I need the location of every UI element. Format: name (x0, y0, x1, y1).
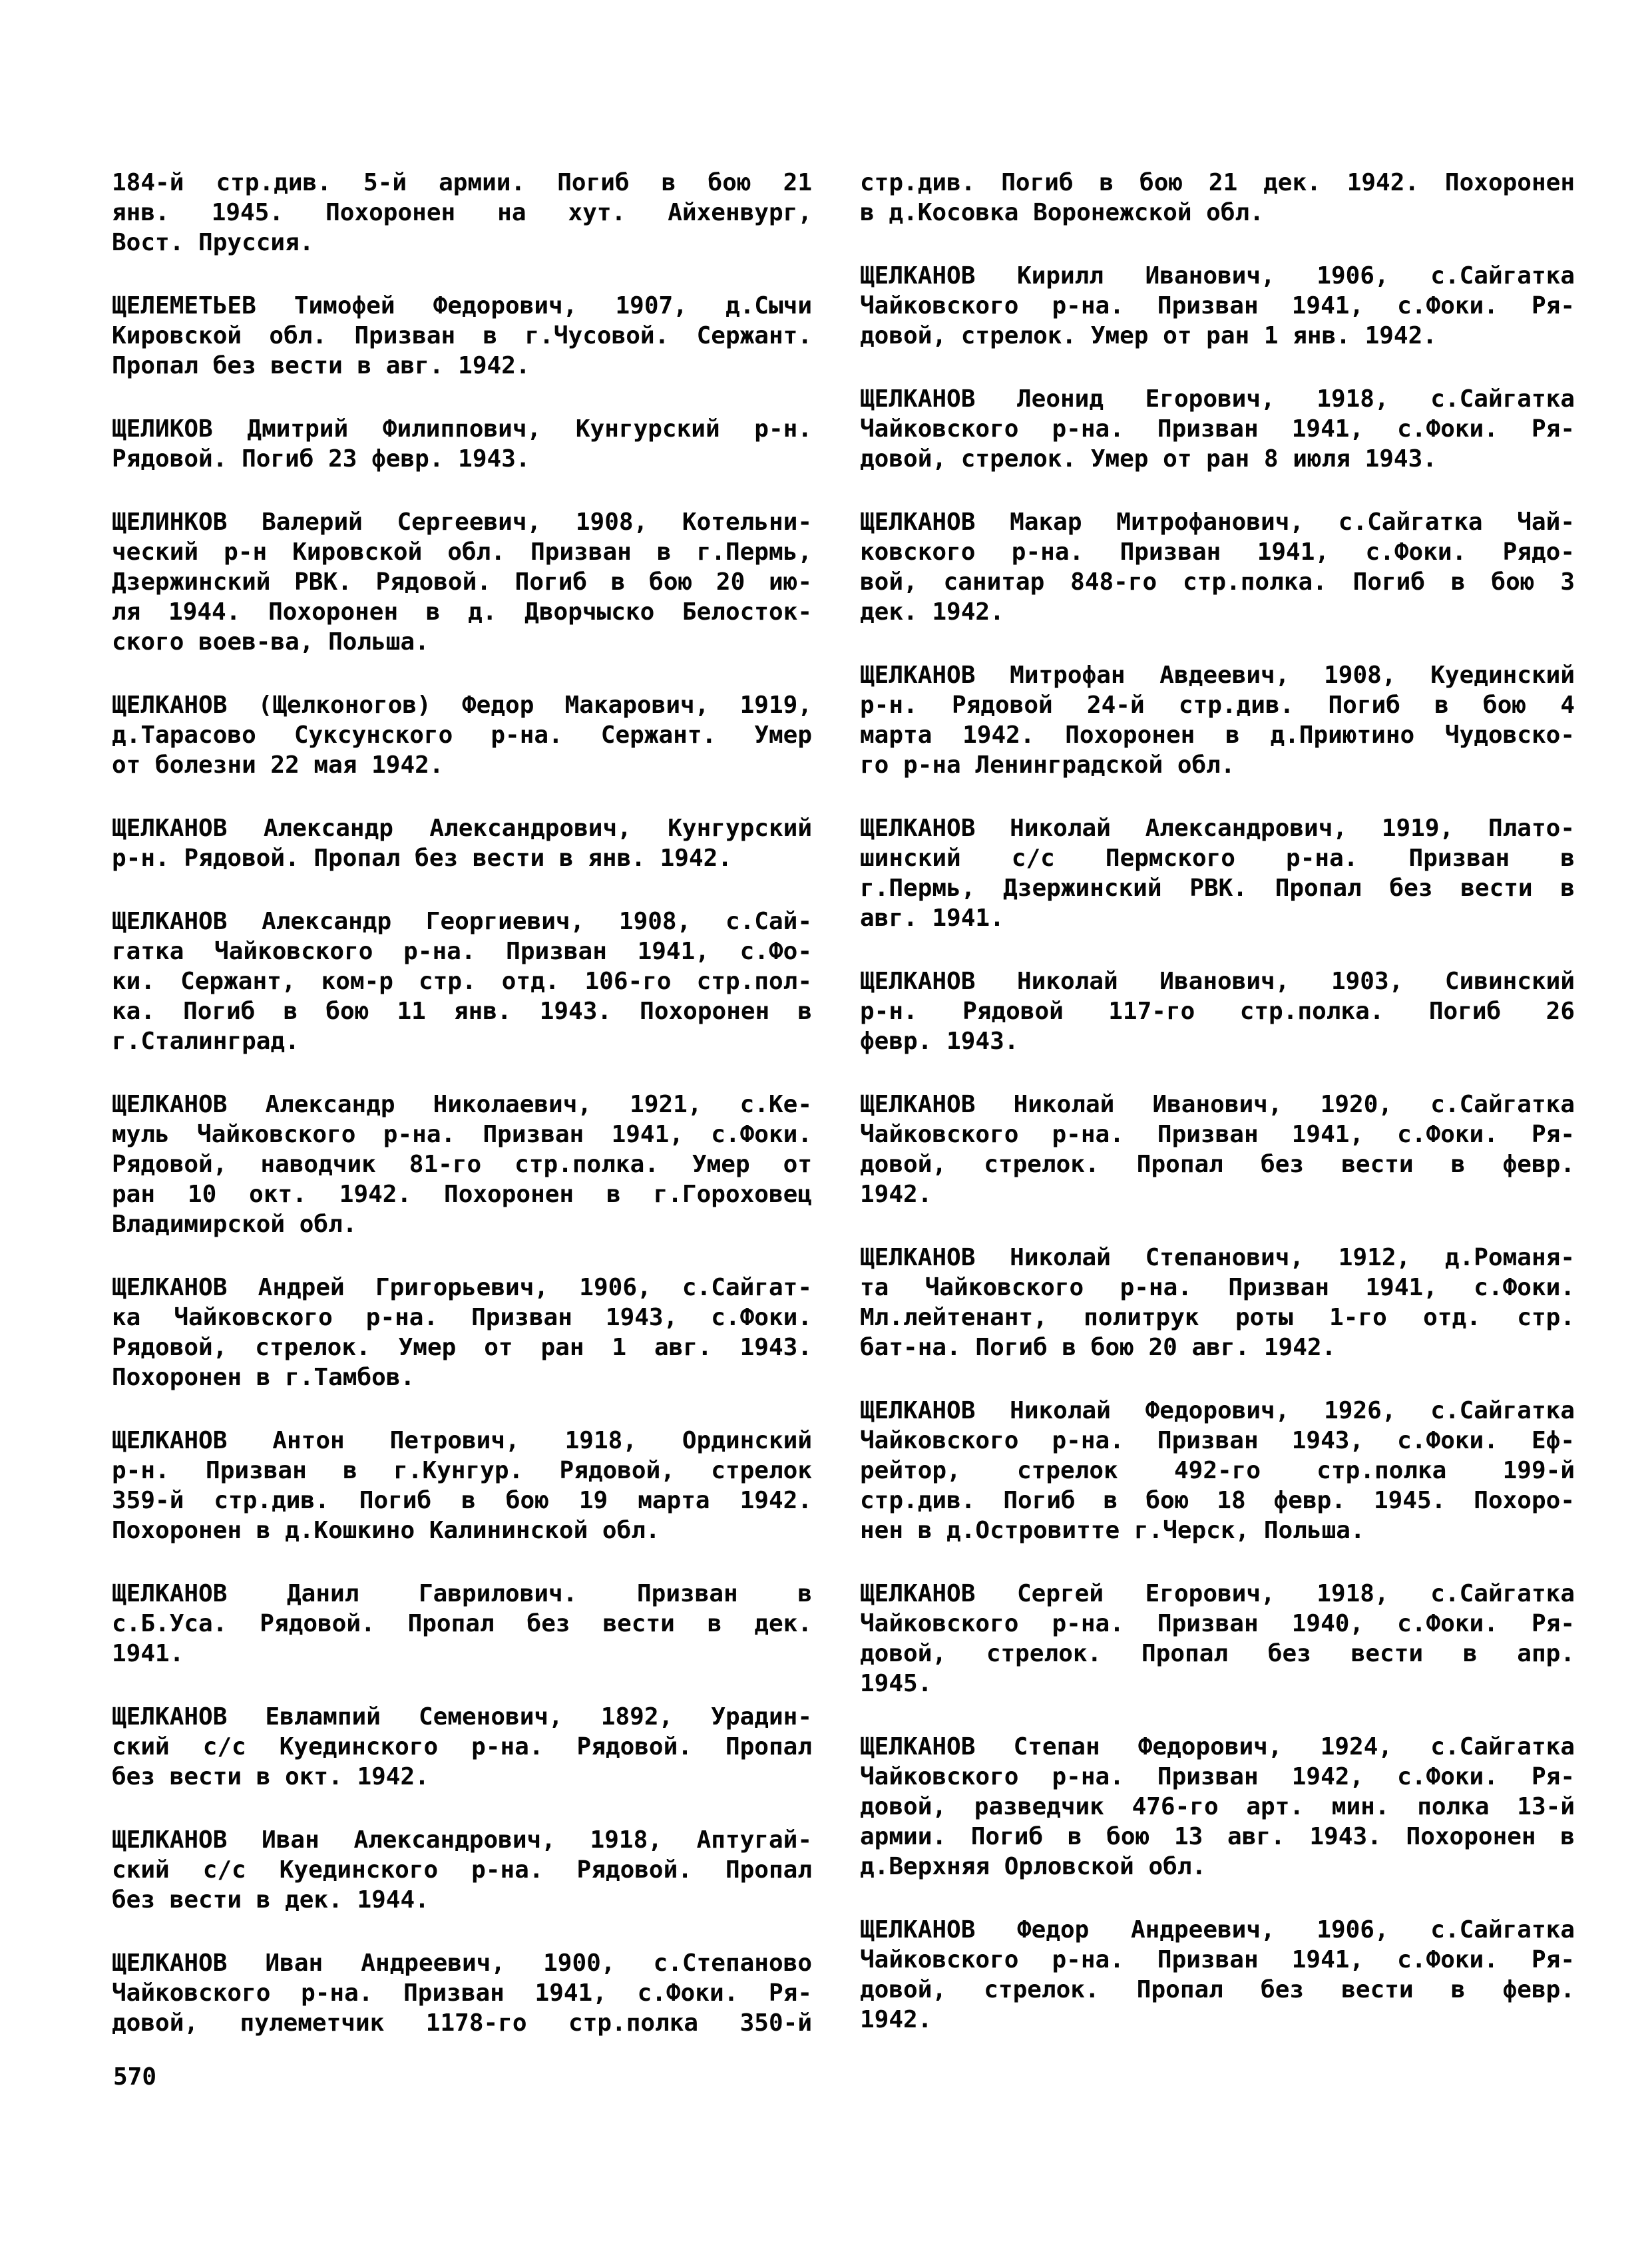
entry-line: довой, стрелок. Пропал без вести в февр. (860, 1976, 1575, 2003)
entry-line: Чайковского р-на. Призван 1943, с.Фоки. Еф- (860, 1427, 1575, 1454)
entry-line: ЩЕЛКАНОВ Николай Степанович, 1912, д.Романя- (860, 1244, 1575, 1271)
memorial-entry (112, 1702, 812, 1792)
entry-line: ки. Сержант, ком-р стр. отд. 106-го стр.пол- (112, 968, 812, 995)
entry-line: довой, стрелок. Пропал без вести в февр. (860, 1151, 1575, 1178)
memorial-entry (112, 1426, 812, 1545)
memorial-entry (112, 813, 812, 873)
entry-line: ЩЕЛКАНОВ Андрей Григорьевич, 1906, с.Сайгат- (112, 1274, 812, 1301)
entry-line: ЩЕЛКАНОВ Александр Георгиевич, 1908, с.Сай- (112, 908, 812, 935)
memorial-entry (112, 1090, 812, 1239)
right-column (860, 168, 1575, 2068)
memorial-entry (112, 414, 812, 474)
entry-line: ЩЕЛКАНОВ Федор Андреевич, 1906, с.Сайгатка (860, 1916, 1575, 1944)
entry-line: Чайковского р-на. Призван 1941, с.Фоки. Ря- (860, 1946, 1575, 1973)
memorial-entry (860, 813, 1575, 933)
entry-line: ЩЕЛКАНОВ Николай Иванович, 1903, Сивинский (860, 968, 1575, 995)
entry-line: р-н. Рядовой 24-й стр.див. Погиб в бою 4 (860, 692, 1575, 719)
entry-line: ский с/с Куединского р-на. Рядовой. Пропал (112, 1856, 812, 1884)
entry-line: ковского р-на. Призван 1941, с.Фоки. Рядо- (860, 538, 1575, 566)
memorial-entry (112, 1273, 812, 1392)
memorial-entry (112, 168, 812, 258)
memorial-entry (860, 1915, 1575, 2035)
page-number: 570 (113, 2063, 157, 2091)
entry-line: ка Чайковского р-на. Призван 1943, с.Фоки. (112, 1304, 812, 1331)
entry-line: 1941. (112, 1640, 184, 1667)
entry-line: Рядовой, стрелок. Умер от ран 1 авг. 1943. (112, 1334, 812, 1361)
entry-line: ЩЕЛКАНОВ Николай Иванович, 1920, с.Сайгатка (860, 1091, 1575, 1118)
entry-line: 184-й стр.див. 5-й армии. Погиб в бою 21 (112, 169, 812, 196)
entry-line: стр.див. Погиб в бою 21 дек. 1942. Похоронен (860, 169, 1575, 196)
entry-line: довой, стрелок. Умер от ран 1 янв. 1942. (860, 322, 1437, 349)
memorial-entry (860, 1732, 1575, 1882)
entry-line: Вост. Пруссия. (112, 229, 314, 256)
memorial-entry (112, 291, 812, 381)
entry-line: та Чайковского р-на. Призван 1941, с.Фоки. (860, 1274, 1575, 1301)
left-column (112, 168, 812, 2071)
entry-line: ского воев-ва, Польша. (112, 628, 429, 656)
entry-line: ЩЕЛКАНОВ Леонид Егорович, 1918, с.Сайгатка (860, 385, 1575, 413)
entry-line: ЩЕЛКАНОВ Евлампий Семенович, 1892, Урадин- (112, 1703, 812, 1731)
entry-line: дек. 1942. (860, 598, 1004, 626)
entry-line: нен в д.Островитте г.Черск, Польша. (860, 1517, 1365, 1544)
entry-line: вой, санитар 848-го стр.полка. Погиб в бою 3 (860, 568, 1575, 596)
entry-line: Пропал без вести в авг. 1942. (112, 352, 530, 379)
entry-line: г.Сталинград. (112, 1028, 300, 1055)
entry-line: ЩЕЛКАНОВ Иван Александрович, 1918, Аптугай- (112, 1826, 812, 1854)
entry-line: армии. Погиб в бою 13 авг. 1943. Похоронен в (860, 1823, 1575, 1850)
entry-line: р-н. Призван в г.Кунгур. Рядовой, стрелок (112, 1457, 812, 1484)
entry-line: ля 1944. Похоронен в д. Дворчыско Белосток- (112, 598, 812, 626)
entry-line: довой, стрелок. Умер от ран 8 июля 1943. (860, 445, 1437, 473)
entry-line: гатка Чайковского р-на. Призван 1941, с.Фо- (112, 938, 812, 965)
entry-line: без вести в окт. 1942. (112, 1763, 429, 1790)
entry-line: ран 10 окт. 1942. Похоронен в г.Гороховец (112, 1181, 812, 1208)
entry-line: ЩЕЛИНКОВ Валерий Сергеевич, 1908, Котельни- (112, 509, 812, 536)
memorial-entry (860, 384, 1575, 474)
entry-line: Похоронен в г.Тамбов. (112, 1364, 415, 1391)
memorial-entry (860, 168, 1575, 228)
memorial-entry (860, 1243, 1575, 1362)
entry-line: бат-на. Погиб в бою 20 авг. 1942. (860, 1334, 1337, 1361)
entry-line: Чайковского р-на. Призван 1941, с.Фоки. Ря- (112, 1979, 812, 2007)
entry-line: ЩЕЛКАНОВ Иван Андреевич, 1900, с.Степаново (112, 1949, 812, 1977)
entry-line: го р-на Ленинградской обл. (860, 751, 1235, 779)
memorial-entry (860, 660, 1575, 780)
entry-line: Чайковского р-на. Призван 1941, с.Фоки. Ря- (860, 292, 1575, 319)
memorial-entry (860, 261, 1575, 351)
entry-line: ЩЕЛЕМЕТЬЕВ Тимофей Федорович, 1907, д.Сычи (112, 292, 812, 319)
entry-line: 1942. (860, 2006, 932, 2033)
entry-line: довой, стрелок. Пропал без вести в апр. (860, 1640, 1575, 1667)
entry-line: рейтор, стрелок 492-го стр.полка 199-й (860, 1457, 1575, 1484)
memorial-entry (112, 507, 812, 657)
entry-line: Чайковского р-на. Призван 1942, с.Фоки. Ря- (860, 1763, 1575, 1790)
entry-line: ЩЕЛКАНОВ Митрофан Авдеевич, 1908, Куединский (860, 662, 1575, 689)
entry-line: ЩЕЛКАНОВ Сергей Егорович, 1918, с.Сайгатка (860, 1580, 1575, 1607)
entry-line: ЩЕЛКАНОВ (Щелконогов) Федор Макарович, 1919, (112, 692, 812, 719)
entry-line: ЩЕЛКАНОВ Степан Федорович, 1924, с.Сайгатка (860, 1733, 1575, 1760)
entry-line: марта 1942. Похоронен в д.Приютино Чудовско- (860, 721, 1575, 749)
entry-line: ческий р-н Кировской обл. Призван в г.Пермь, (112, 538, 812, 566)
entry-line: стр.див. Погиб в бою 18 февр. 1945. Похоро- (860, 1487, 1575, 1514)
memorial-entry (112, 1825, 812, 1915)
entry-line: в д.Косовка Воронежской обл. (860, 199, 1264, 226)
memorial-entry (860, 1579, 1575, 1699)
entry-line: без вести в дек. 1944. (112, 1886, 429, 1914)
entry-line: Рядовой. Погиб 23 февр. 1943. (112, 445, 530, 473)
entry-line: с.Б.Уса. Рядовой. Пропал без вести в дек. (112, 1610, 812, 1637)
entry-line: Чайковского р-на. Призван 1940, с.Фоки. Ря- (860, 1610, 1575, 1637)
entry-line: шинский с/с Пермского р-на. Призван в (860, 845, 1575, 872)
entry-line: ЩЕЛКАНОВ Николай Федорович, 1926, с.Сайгатка (860, 1397, 1575, 1424)
entry-line: Похоронен в д.Кошкино Калининской обл. (112, 1517, 660, 1544)
memorial-entry (860, 1090, 1575, 1209)
memorial-entry (112, 907, 812, 1056)
entry-line: Владимирской обл. (112, 1211, 357, 1238)
entry-line: Мл.лейтенант, политрук роты 1-го отд. стр. (860, 1304, 1575, 1331)
entry-line: от болезни 22 мая 1942. (112, 751, 444, 779)
entry-line: ка. Погиб в бою 11 янв. 1943. Похоронен в (112, 998, 812, 1025)
entry-line: ЩЕЛКАНОВ Данил Гаврилович. Призван в (112, 1580, 812, 1607)
memorial-entry (112, 1948, 812, 2038)
entry-line: р-н. Рядовой. Пропал без вести в янв. 1942. (112, 845, 732, 872)
entry-line: янв. 1945. Похоронен на хут. Айхенвург, (112, 199, 812, 226)
entry-line: ЩЕЛКАНОВ Николай Александрович, 1919, Плато- (860, 815, 1575, 842)
memorial-entry (112, 690, 812, 780)
entry-line: ЩЕЛКАНОВ Александр Николаевич, 1921, с.Ке- (112, 1091, 812, 1118)
entry-line: муль Чайковского р-на. Призван 1941, с.Фоки. (112, 1121, 812, 1148)
entry-line: Дзержинский РВК. Рядовой. Погиб в бою 20 ию- (112, 568, 812, 596)
entry-line: февр. 1943. (860, 1028, 1019, 1055)
entry-line: 1942. (860, 1181, 932, 1208)
entry-line: ЩЕЛИКОВ Дмитрий Филиппович, Кунгурский р-н. (112, 415, 812, 443)
entry-line: Чайковского р-на. Призван 1941, с.Фоки. Ря- (860, 1121, 1575, 1148)
entry-line: ский с/с Куединского р-на. Рядовой. Пропал (112, 1733, 812, 1760)
entry-line: Рядовой, наводчик 81-го стр.полка. Умер от (112, 1151, 812, 1178)
entry-line: Кировской обл. Призван в г.Чусовой. Сержант. (112, 322, 812, 349)
memorial-entry (860, 966, 1575, 1056)
entry-line: ЩЕЛКАНОВ Макар Митрофанович, с.Сайгатка Чай- (860, 509, 1575, 536)
entry-line: ЩЕЛКАНОВ Александр Александрович, Кунгурский (112, 815, 812, 842)
entry-line: Чайковского р-на. Призван 1941, с.Фоки. Ря- (860, 415, 1575, 443)
entry-line: ЩЕЛКАНОВ Антон Петрович, 1918, Ординский (112, 1427, 812, 1454)
memorial-entry (860, 507, 1575, 627)
entry-line: довой, разведчик 476-го арт. мин. полка 13-й (860, 1793, 1575, 1820)
entry-line: 359-й стр.див. Погиб в бою 19 марта 1942. (112, 1487, 812, 1514)
memorial-entry (112, 1579, 812, 1669)
entry-line: г.Пермь, Дзержинский РВК. Пропал без вести в (860, 875, 1575, 902)
memorial-entry (860, 1396, 1575, 1545)
entry-line: ЩЕЛКАНОВ Кирилл Иванович, 1906, с.Сайгатка (860, 262, 1575, 290)
entry-line: д.Тарасово Суксунского р-на. Сержант. Умер (112, 721, 812, 749)
entry-line: р-н. Рядовой 117-го стр.полка. Погиб 26 (860, 998, 1575, 1025)
entry-line: довой, пулеметчик 1178-го стр.полка 350-й (112, 2009, 812, 2037)
entry-line: д.Верхняя Орловской обл. (860, 1853, 1207, 1880)
entry-line: 1945. (860, 1670, 932, 1697)
entry-line: авг. 1941. (860, 905, 1004, 932)
